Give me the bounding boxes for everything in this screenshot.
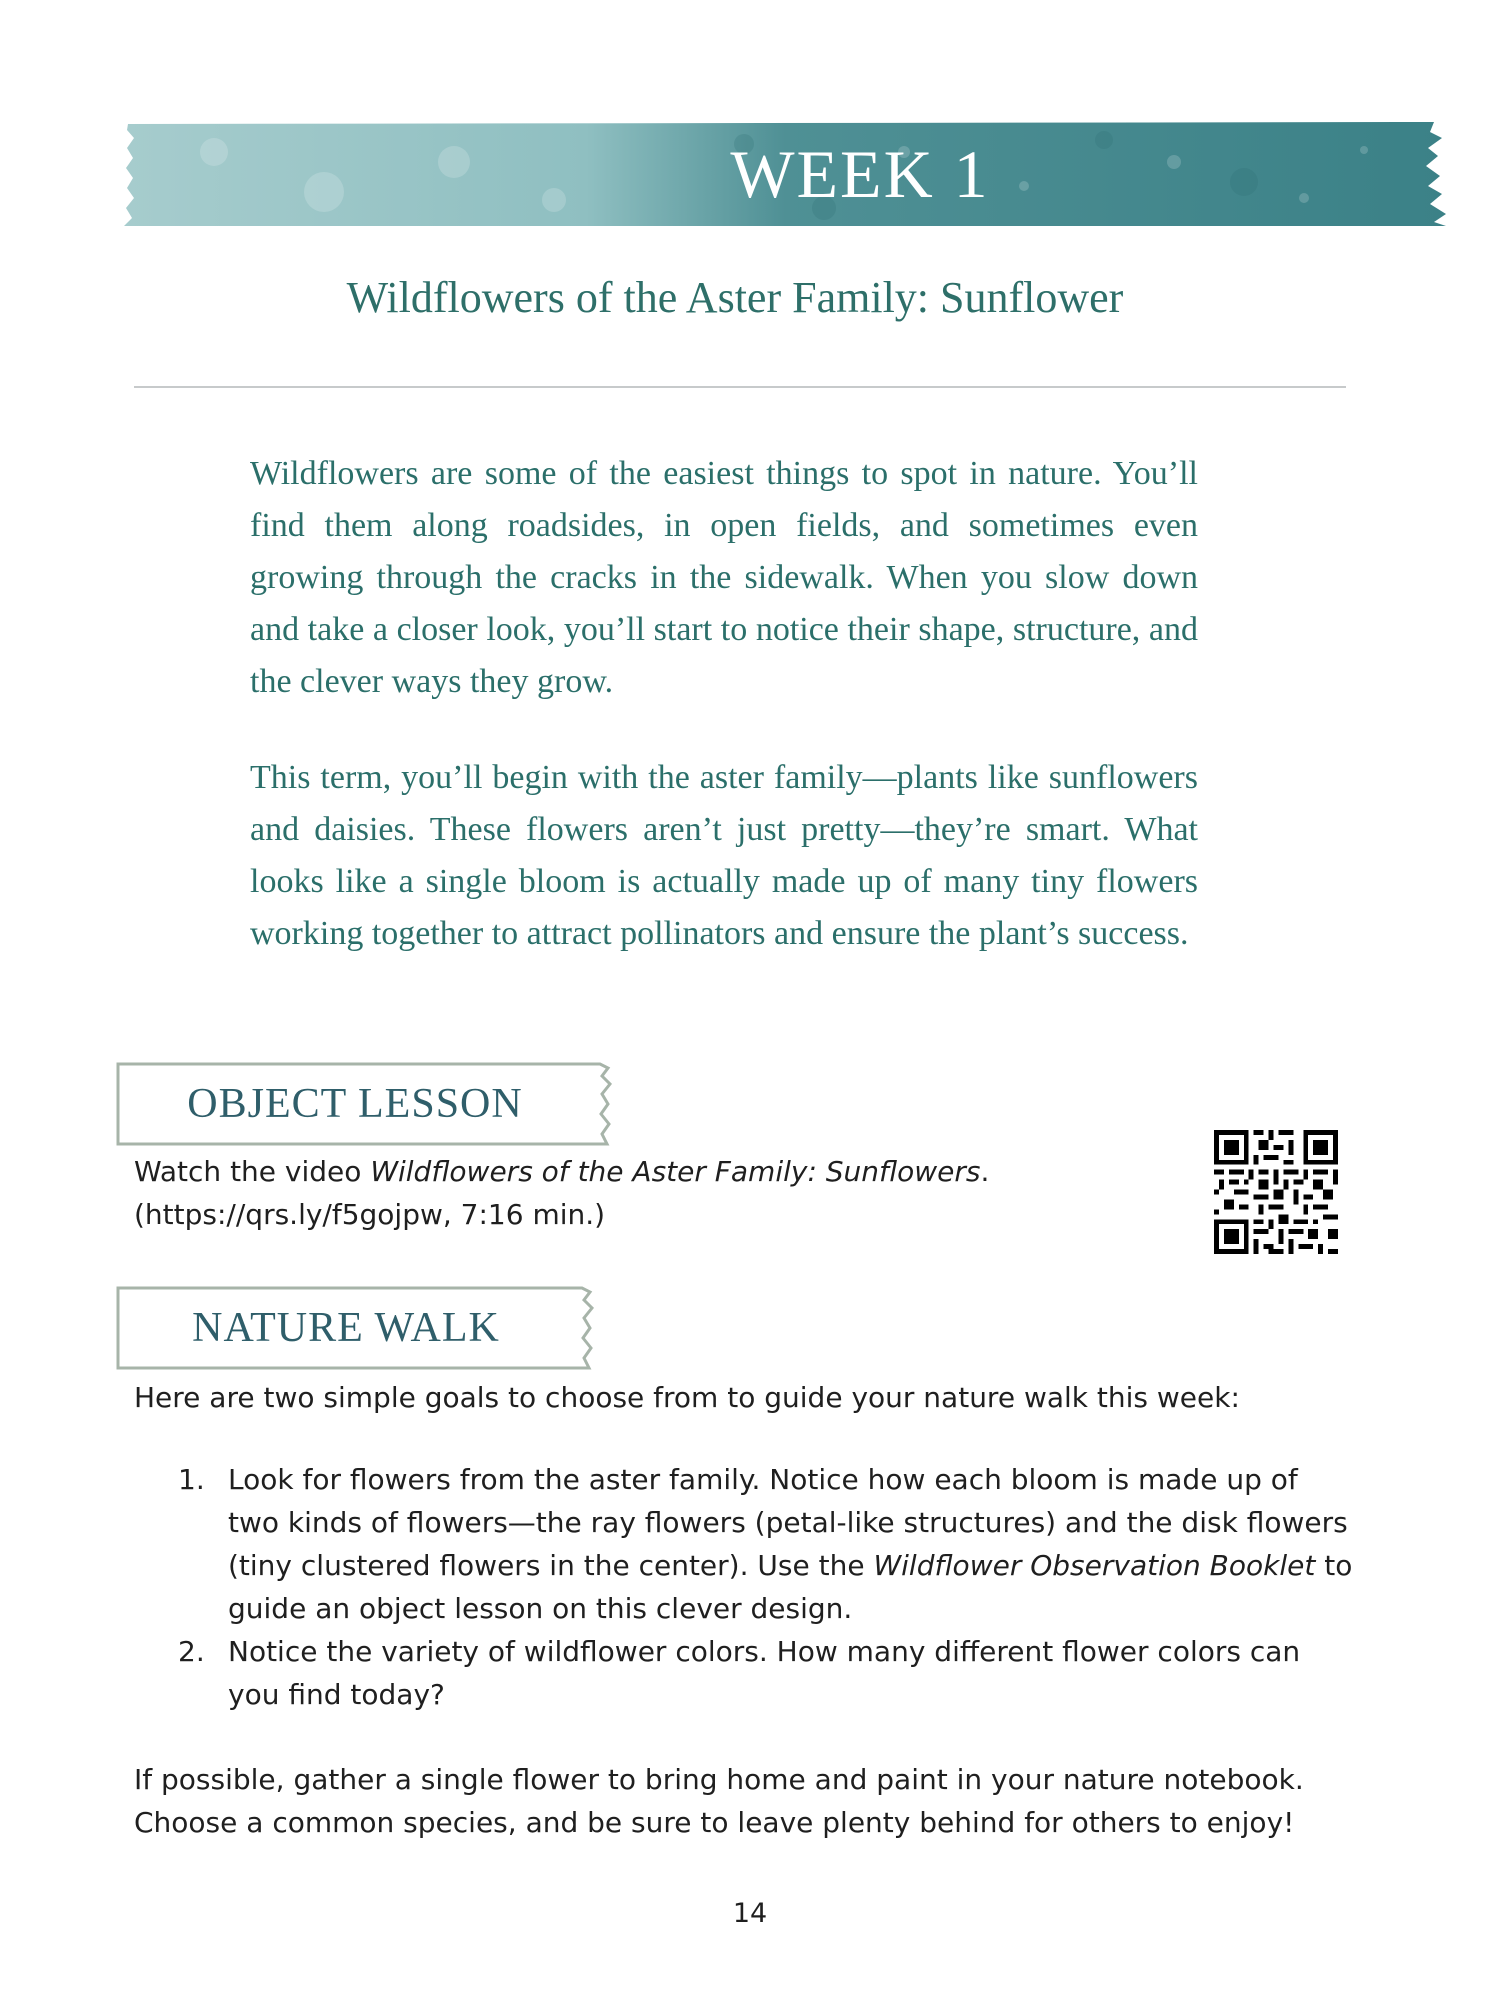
nature-walk-intro: Here are two simple goals to choose from to guide your nature walk this week:: [134, 1381, 1240, 1414]
object-lesson-heading: OBJECT LESSON: [187, 1081, 523, 1127]
list-number: 1.: [178, 1463, 205, 1496]
object-lesson-line-1: [134, 1150, 1134, 1193]
intro-paragraph-1: Wildflowers are some of the easiest things to spot in nature. You’ll find them along roadsides, in open fields, and sometimes even growing through the cracks in the sidewalk. When you slow down and take a closer look, you’ll start to notice their shape, structure, and the clever ways they grow.: [250, 455, 1198, 700]
page-subtitle: Wildflowers of the Aster Family: Sunflower: [346, 273, 1124, 322]
booklet-title: Wildflower Observation Booklet: [873, 1549, 1316, 1582]
video-prefix: Watch the video: [134, 1155, 371, 1188]
goal-text-end: to guide an object lesson on this clever design.: [228, 1549, 1353, 1625]
intro-text: [250, 448, 1198, 960]
goals-list: [134, 1458, 1354, 1716]
closing-line-2: Choose a common species, and be sure to leave plenty behind for others to enjoy!: [134, 1806, 1295, 1839]
video-suffix: .: [980, 1155, 990, 1188]
nature-walk-tab: [116, 1286, 596, 1370]
qr-code-icon[interactable]: [1214, 1130, 1338, 1254]
object-lesson-text: [134, 1150, 1134, 1236]
week-banner: [124, 122, 1446, 226]
list-item: [134, 1630, 1354, 1716]
divider: [134, 386, 1346, 388]
list-item: [134, 1458, 1354, 1630]
goal-text: Notice the variety of wildflower colors. How many different flower colors can you find today?: [228, 1635, 1301, 1711]
goal-text: Look for flowers from the aster family. Notice how each bloom is made up of two kinds of flowers—the ray flowers (petal-like structures) and the disk flowers (tiny clustered flowers in the center). Use the: [228, 1463, 1348, 1582]
list-number: 2.: [178, 1635, 205, 1668]
video-title: Wildflowers of the Aster Family: Sunflowers: [370, 1155, 981, 1188]
video-link-line: (https://qrs.ly/f5gojpw, 7:16 min.): [134, 1198, 606, 1231]
closing-line-1: If possible, gather a single flower to bring home and paint in your nature notebook.: [134, 1763, 1304, 1796]
page-number: 14: [732, 1898, 768, 1929]
nature-walk-heading: NATURE WALK: [192, 1305, 500, 1351]
week-title: WEEK 1: [730, 136, 990, 212]
closing-text: [134, 1758, 1354, 1844]
intro-paragraph-2: This term, you’ll begin with the aster family—plants like sunflowers and daisies. These flowers aren’t just pretty—they’re smart. What looks like a single bloom is actually made up of many tiny flowers working together to attract pollinators and ensure the plant’s success.: [250, 759, 1198, 952]
object-lesson-tab: [116, 1062, 614, 1146]
